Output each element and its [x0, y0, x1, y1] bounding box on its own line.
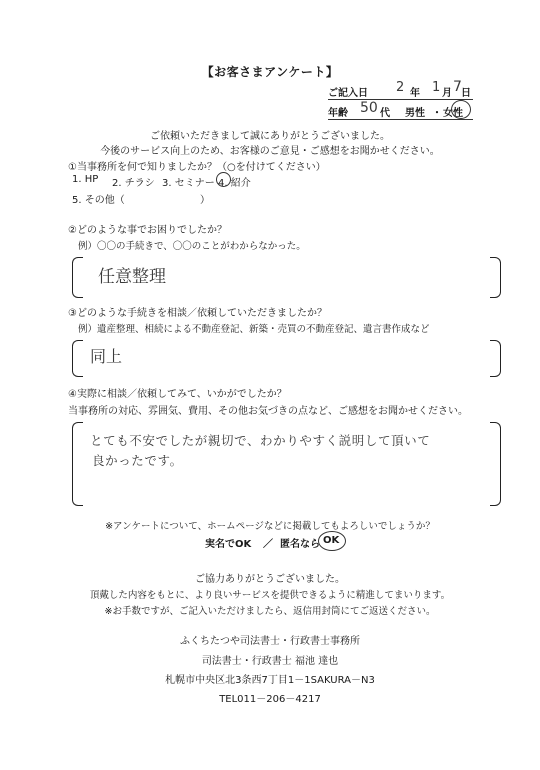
publish-anonymous-circle — [318, 531, 346, 551]
gender-male: 男性 — [405, 108, 425, 119]
intro-line-2: 今後のサービス向上のため、お客様のご意見・ご感想をお聞かせください。 — [100, 146, 440, 157]
entry-day-unit: 日 — [461, 88, 471, 99]
q3-answer: 同上 — [90, 347, 123, 366]
q2-answer-bracket-left — [72, 257, 83, 298]
closing-thanks: ご協力ありがとうございました。 — [195, 574, 345, 585]
age-underline — [328, 119, 473, 120]
q4-question: ④実際に相談／依頼してみて、いかがでしたか？ — [68, 389, 287, 400]
q3-answer-bracket-left — [72, 340, 83, 377]
q1-question: ①当事務所を何で知りましたか？（○を付けてください） — [68, 162, 326, 173]
q1-other-close: ） — [200, 195, 210, 206]
office-tel: TEL011－206－4217 — [219, 694, 321, 705]
gender-separator: ・ — [432, 108, 442, 119]
entry-month-unit: 月 — [442, 88, 452, 99]
q4-answer-line-1: とても不安でしたが親切で、わかりやすく説明して頂いて — [90, 433, 431, 448]
q1-selected-circle — [216, 172, 231, 187]
publish-separator: ／ — [263, 539, 273, 550]
closing-line-1: 頂戴した内容をもとに、より良いサービスを提供できるように精進してまいります。 — [89, 590, 451, 601]
q4-answer-bracket-right — [490, 422, 501, 506]
q4-answer-line-2: 良かったです。 — [92, 453, 183, 468]
entry-year-unit: 年 — [410, 88, 420, 99]
q4-prompt: 当事務所の対応、雰囲気、費用、その他お気づきの点など、ご感想をお聞かせください。 — [68, 406, 468, 417]
q2-answer: 任意整理 — [98, 267, 166, 287]
age-value: 50 — [360, 100, 378, 116]
q1-option-hp: 1. HP — [72, 174, 99, 185]
q1-other-label: 5. その他（ — [72, 195, 125, 206]
closing-line-2: ※お手数ですが、ご記入いただけましたら、返信用封筒にてご返送ください。 — [104, 606, 436, 617]
q1-option-seminar: 3. セミナー — [162, 178, 215, 189]
publish-anonymous: 匿名なら — [280, 539, 320, 550]
entry-month-value: 1 — [432, 80, 441, 95]
page-title: 【お客さまアンケート】 — [201, 65, 339, 79]
q3-example: 例）遺産整理、相続による不動産登記、新築・売買の不動産登記、遺言書作成など — [78, 324, 430, 335]
intro-line-1: ご依頼いただきまして誠にありがとうございました。 — [150, 131, 390, 142]
age-label: 年齢 — [328, 108, 348, 119]
entry-date-label: ご記入日 — [328, 88, 368, 99]
entry-year-value: 2 — [396, 80, 405, 95]
q1-option-flyer: 2. チラシ — [112, 178, 155, 189]
q2-question: ②どのような事でお困りでしたか？ — [68, 225, 227, 236]
entry-day-value: 7 — [453, 79, 462, 95]
publish-real-name: 実名でOK — [205, 539, 252, 550]
age-unit: 代 — [380, 108, 390, 119]
q3-answer-bracket-right — [490, 340, 501, 377]
q3-question: ③どのような手続きを相談／依頼していただきましたか？ — [68, 308, 327, 319]
publish-anonymous-ok: OK — [323, 535, 340, 546]
gender-female-circle — [451, 100, 471, 119]
publish-question: ※アンケートについて、ホームページなどに掲載してもよろしいでしょうか？ — [105, 521, 435, 532]
date-underline — [328, 99, 473, 100]
q4-answer-bracket-left — [72, 422, 83, 506]
gender-female: 女性 — [443, 108, 463, 119]
office-address: 札幌市中央区北3条西7丁目1－1SAKURA－N3 — [165, 675, 375, 686]
q1-option-referral: 4. 紹介 — [218, 178, 251, 189]
q2-example: 例）〇〇の手続きで、〇〇のことがわからなかった。 — [78, 241, 306, 252]
q2-answer-bracket-right — [490, 257, 501, 298]
office-person: 司法書士・行政書士 福池 達也 — [201, 656, 339, 667]
office-name: ふくちたつや司法書士・行政書士事務所 — [180, 636, 360, 647]
